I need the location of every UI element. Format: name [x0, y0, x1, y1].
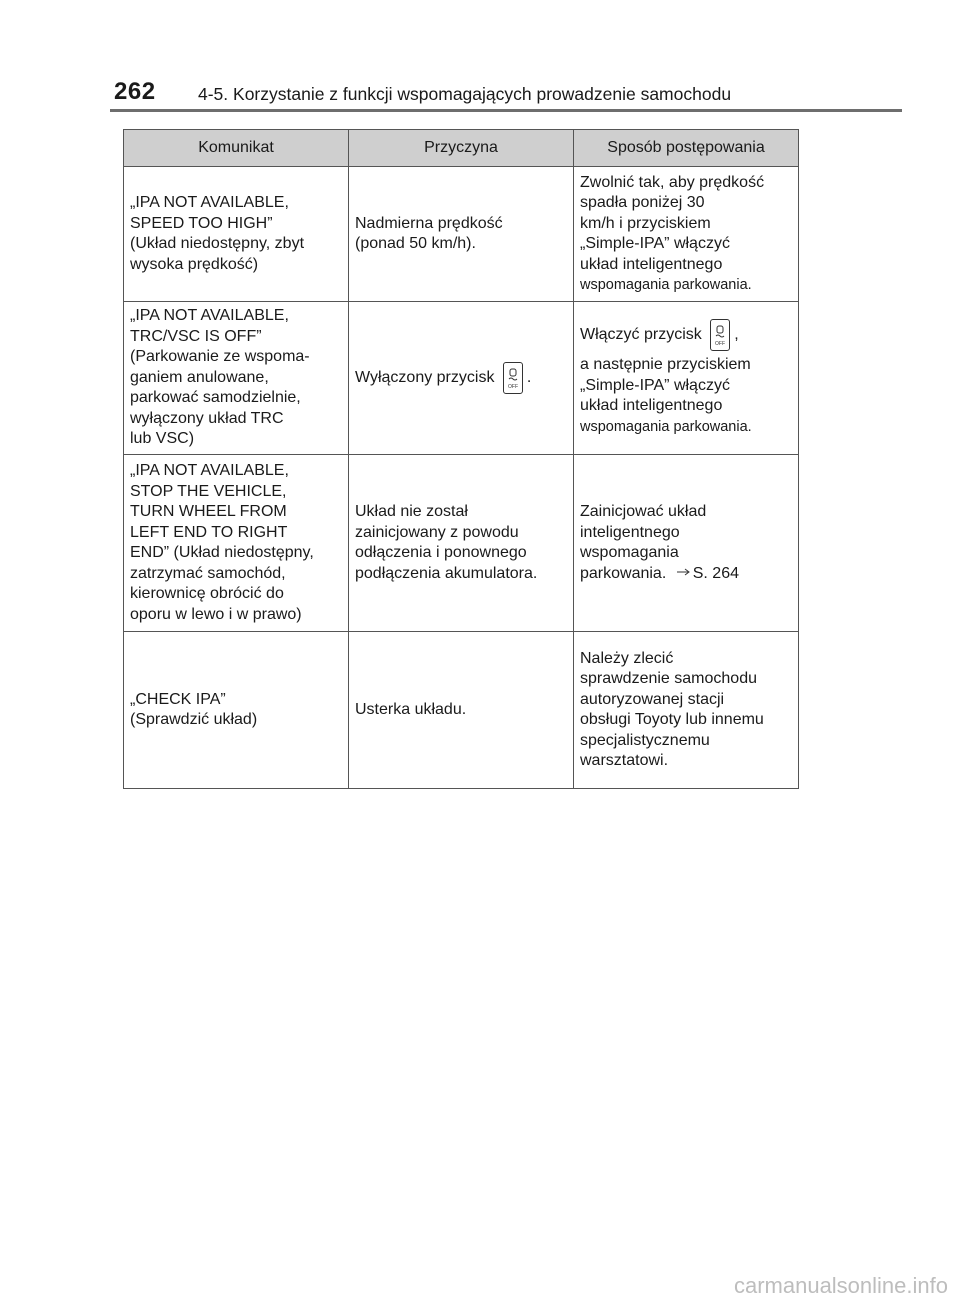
action-cell [574, 167, 799, 302]
table-row [124, 632, 799, 789]
table-row [124, 302, 799, 455]
cause-text: Nadmierna prędkość (ponad 50 km/h). [355, 214, 503, 252]
table-row [124, 167, 799, 302]
action-cell [574, 632, 799, 789]
cause-text: Usterka układu. [355, 700, 467, 718]
message-table [123, 129, 799, 789]
cause-cell [349, 167, 574, 302]
page-reference-link[interactable]: S. 264 [692, 564, 739, 582]
message-text: „CHECK IPA” (Sprawdzić układ) [130, 690, 258, 728]
header-rule [110, 109, 902, 112]
cause-text: Układ nie został zainicjowany z powodu odłączenia i ponownego podłączenia akumulatora. [355, 503, 538, 582]
svg-text:OFF: OFF [507, 384, 518, 390]
action-cell [574, 302, 799, 455]
message-cell [124, 302, 349, 455]
table-header-row [124, 130, 799, 167]
message-cell [124, 632, 349, 789]
arrow-right-icon [677, 567, 691, 577]
svg-text:OFF: OFF [715, 341, 726, 347]
cause-suffix: . [526, 369, 532, 387]
message-cell [124, 167, 349, 302]
chapter-title: 4-5. Korzystanie z funkcji wspomagających prowadzenie samochodu [198, 84, 732, 104]
action-text-last: parkowania. [580, 564, 667, 582]
page-header [110, 78, 900, 110]
action-cell [574, 455, 799, 632]
column-header-action: Sposób postępowania [574, 130, 799, 167]
column-header-message: Komunikat [124, 130, 349, 167]
page-number: 262 [114, 78, 156, 105]
action-prefix: Włączyć przycisk [580, 326, 702, 344]
message-text: „IPA NOT AVAILABLE, STOP THE VEHICLE, TURN WHEEL FROM LEFT END TO RIGHT END” (Układ niedostępny, zatrzymać samochód, kierownicę obrócić do oporu w lewo i w prawo) [130, 462, 314, 623]
watermark: carmanualsonline.info [733, 1273, 948, 1298]
cause-cell [349, 302, 574, 455]
cause-text: Wyłączony przycisk [355, 369, 495, 387]
action-text: a następnie przyciskiem „Simple-IPA” włączyć układ inteligentnego [580, 356, 751, 414]
action-comma: , [734, 326, 739, 344]
cause-cell [349, 455, 574, 632]
message-text: „IPA NOT AVAILABLE, SPEED TOO HIGH” (Układ niedostępny, zbyt wysoka prędkość) [130, 194, 305, 273]
action-text: Zwolnić tak, aby prędkość spadła poniżej 30 km/h i przyciskiem „Simple-IPA” włączyć układ inteligentnego [580, 173, 765, 273]
vsc-off-button-icon [503, 362, 523, 394]
vsc-off-button-icon [710, 319, 730, 351]
action-text-tail: wspomagania parkowania. [580, 418, 752, 435]
action-text: Należy zlecić sprawdzenie samochodu autoryzowanej stacji obsługi Toyoty lub innemu specjalistycznemu warsztatowi. [580, 649, 764, 769]
table-row [124, 455, 799, 632]
message-cell [124, 455, 349, 632]
action-text-tail: wspomagania parkowania. [580, 277, 752, 293]
column-header-cause: Przyczyna [349, 130, 574, 167]
action-text: Zainicjować układ inteligentnego wspomagania [580, 503, 707, 561]
cause-cell [349, 632, 574, 789]
message-text: „IPA NOT AVAILABLE, TRC/VSC IS OFF” (Parkowanie ze wspoma- ganiem anulowane, parkować samodzielnie, wyłączony układ TRC lub VSC) [130, 307, 310, 448]
